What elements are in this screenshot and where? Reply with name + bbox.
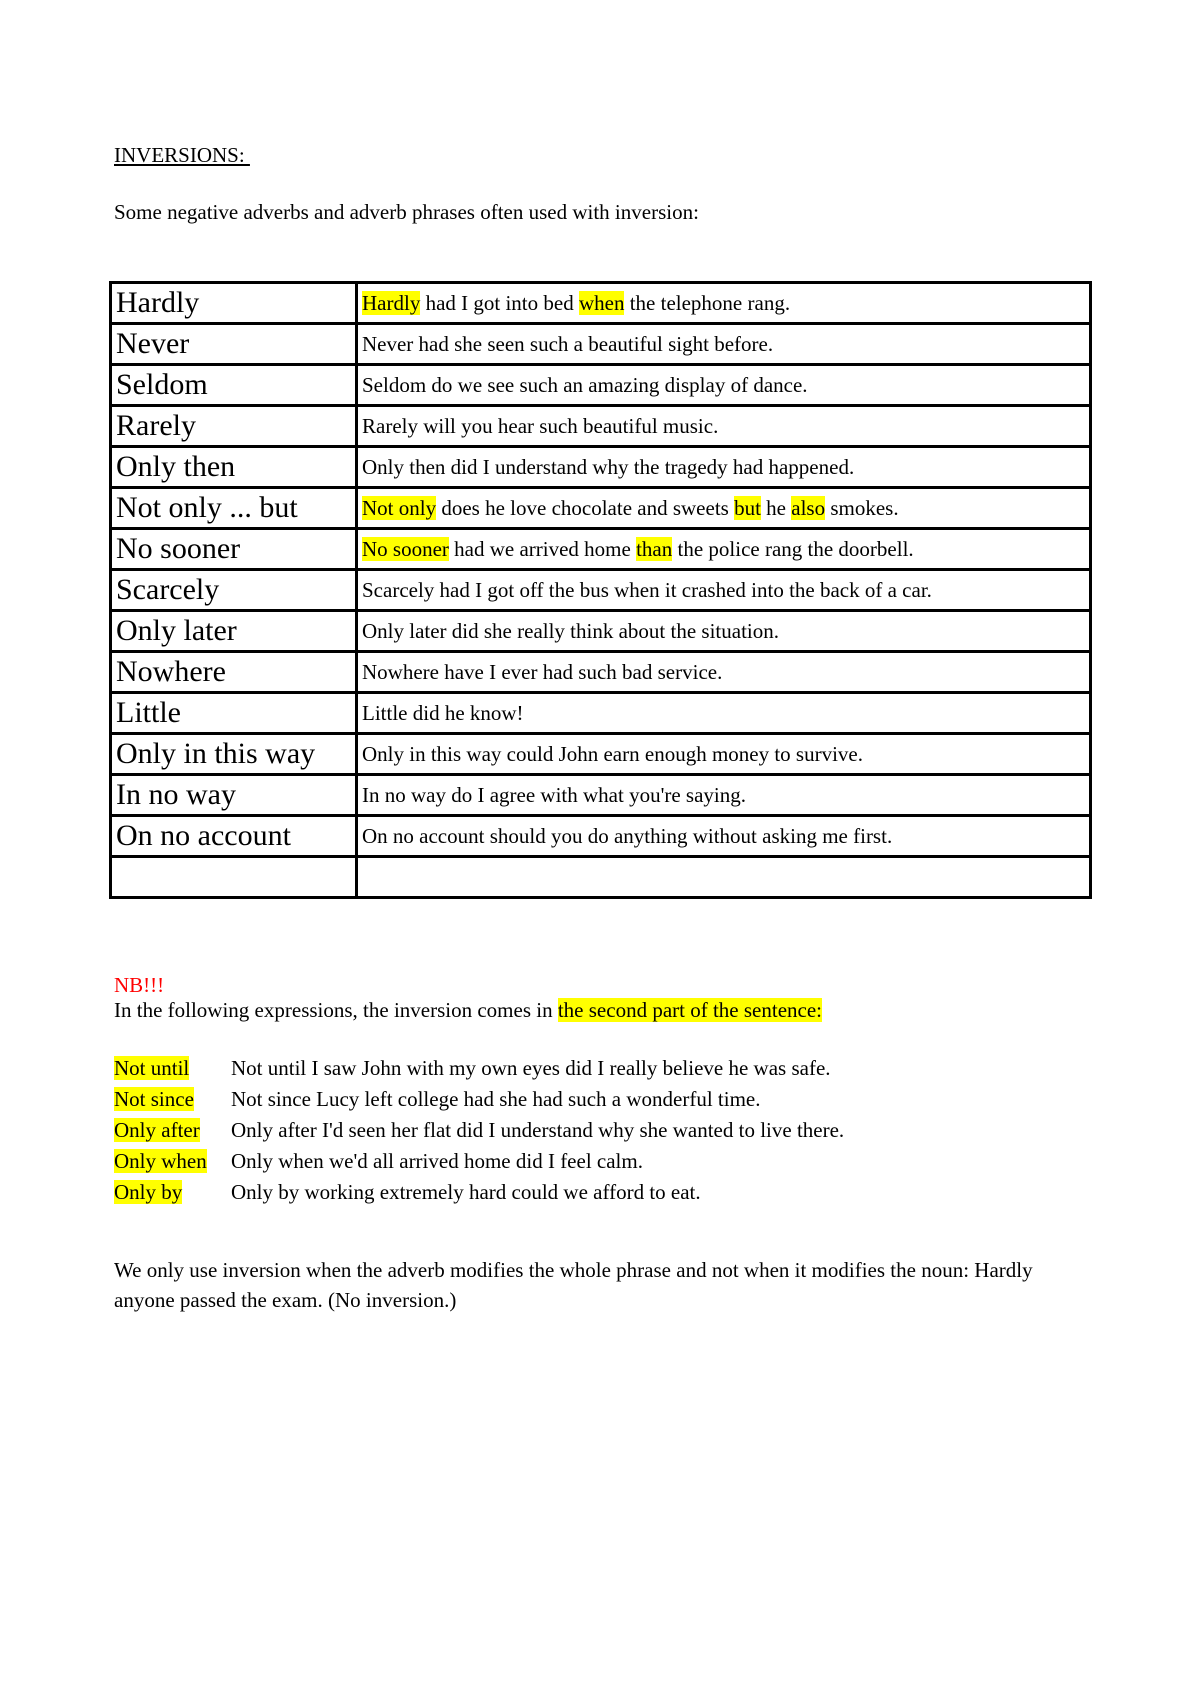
example-text: he (760, 496, 792, 520)
expression-row (114, 1146, 844, 1177)
adverb-cell: Scarcely (111, 570, 357, 611)
inversion-table-body (111, 283, 1091, 898)
expression-sentence: Only after I'd seen her flat did I understand why she wanted to live there. (231, 1118, 845, 1142)
expression-sentence: Not until I saw John with my own eyes did I really believe he was safe. (231, 1056, 831, 1080)
expression-key-text: Not until (114, 1056, 190, 1080)
table-row (111, 816, 1091, 857)
example-text: Seldom do we see such an amazing display of dance. (362, 373, 808, 397)
example-text: Scarcely had I got off the bus when it crashed into the back of a car. (362, 578, 932, 602)
table-row (111, 365, 1091, 406)
highlighted-text: when (578, 291, 625, 315)
table-row (111, 611, 1091, 652)
example-text: Only in this way could John earn enough money to survive. (362, 742, 864, 766)
adverb-cell: Only then (111, 447, 357, 488)
adverb-cell: Only later (111, 611, 357, 652)
example-cell (357, 324, 1091, 365)
highlighted-text: No sooner (362, 537, 449, 561)
example-cell (357, 283, 1091, 324)
example-text: Never had she seen such a beautiful sight before. (362, 332, 774, 356)
expression-key-text: Not since (114, 1087, 194, 1111)
example-text: Little did he know! (362, 701, 524, 725)
expression-key (114, 1087, 231, 1112)
expression-key-text: Only by (114, 1180, 183, 1204)
example-text: the police rang the doorbell. (672, 537, 914, 561)
expression-sentence: Only by working extremely hard could we afford to eat. (231, 1180, 701, 1204)
adverb-cell (111, 857, 357, 898)
expression-row (114, 1115, 844, 1146)
highlighted-text: Not only (362, 496, 437, 520)
usage-note: We only use inversion when the adverb modifies the whole phrase and not when it modifies the noun: Hardly anyone passed the exam. (No inversion.) (114, 1258, 1033, 1312)
example-text: does he love chocolate and sweets (436, 496, 735, 520)
inversion-table (109, 281, 1092, 899)
adverb-cell: No sooner (111, 529, 357, 570)
table-row (111, 857, 1091, 898)
following-intro (114, 998, 822, 1023)
example-cell (357, 652, 1091, 693)
example-cell (357, 406, 1091, 447)
expression-sentence: Only when we'd all arrived home did I feel calm. (231, 1149, 643, 1173)
table-row (111, 570, 1091, 611)
example-text: On no account should you do anything without asking me first. (362, 824, 893, 848)
example-cell (357, 365, 1091, 406)
adverb-cell: Little (111, 693, 357, 734)
following-highlight: the second part of the sentence: (557, 998, 822, 1022)
example-cell (357, 775, 1091, 816)
highlighted-text: also (791, 496, 826, 520)
adverb-cell: Hardly (111, 283, 357, 324)
example-cell (357, 447, 1091, 488)
example-text: had I got into bed (420, 291, 579, 315)
highlighted-text: but (734, 496, 761, 520)
adverb-cell: Seldom (111, 365, 357, 406)
example-text: Nowhere have I ever had such bad service. (362, 660, 723, 684)
expression-key (114, 1180, 231, 1205)
expression-key (114, 1149, 231, 1174)
example-cell (357, 693, 1091, 734)
example-cell (357, 611, 1091, 652)
example-text: Only then did I understand why the tragedy had happened. (362, 455, 855, 479)
example-text: had we arrived home (448, 537, 637, 561)
adverb-cell: Nowhere (111, 652, 357, 693)
adverb-cell: Only in this way (111, 734, 357, 775)
example-cell (357, 488, 1091, 529)
table-row (111, 283, 1091, 324)
example-cell (357, 857, 1091, 898)
example-text: smokes. (825, 496, 899, 520)
expression-key (114, 1056, 231, 1081)
table-row (111, 488, 1091, 529)
table-row (111, 652, 1091, 693)
table-row (111, 734, 1091, 775)
highlighted-text: than (636, 537, 673, 561)
nb-label: NB!!! (114, 973, 165, 997)
page-title: INVERSIONS: (114, 143, 250, 167)
table-row (111, 447, 1091, 488)
intro-text: Some negative adverbs and adverb phrases often used with inversion: (114, 200, 699, 224)
example-text: In no way do I agree with what you're saying. (362, 783, 747, 807)
adverb-cell: Not only ... but (111, 488, 357, 529)
expression-key-text: Only when (114, 1149, 207, 1173)
following-lead: In the following expressions, the inversion comes in (114, 998, 558, 1022)
example-cell (357, 734, 1091, 775)
highlighted-text: Hardly (362, 291, 421, 315)
adverb-cell: In no way (111, 775, 357, 816)
expression-row (114, 1084, 844, 1115)
expression-row (114, 1177, 844, 1208)
expression-key (114, 1118, 231, 1143)
adverb-cell: Rarely (111, 406, 357, 447)
example-text: Rarely will you hear such beautiful music. (362, 414, 719, 438)
example-cell (357, 529, 1091, 570)
example-cell (357, 570, 1091, 611)
adverb-cell: On no account (111, 816, 357, 857)
adverb-cell: Never (111, 324, 357, 365)
table-row (111, 693, 1091, 734)
expression-row (114, 1053, 844, 1084)
example-cell (357, 816, 1091, 857)
expression-key-text: Only after (114, 1118, 200, 1142)
expression-list (114, 1053, 844, 1208)
table-row (111, 324, 1091, 365)
table-row (111, 406, 1091, 447)
expression-sentence: Not since Lucy left college had she had such a wonderful time. (231, 1087, 761, 1111)
table-row (111, 529, 1091, 570)
example-text: Only later did she really think about the situation. (362, 619, 779, 643)
example-text: the telephone rang. (624, 291, 791, 315)
table-row (111, 775, 1091, 816)
